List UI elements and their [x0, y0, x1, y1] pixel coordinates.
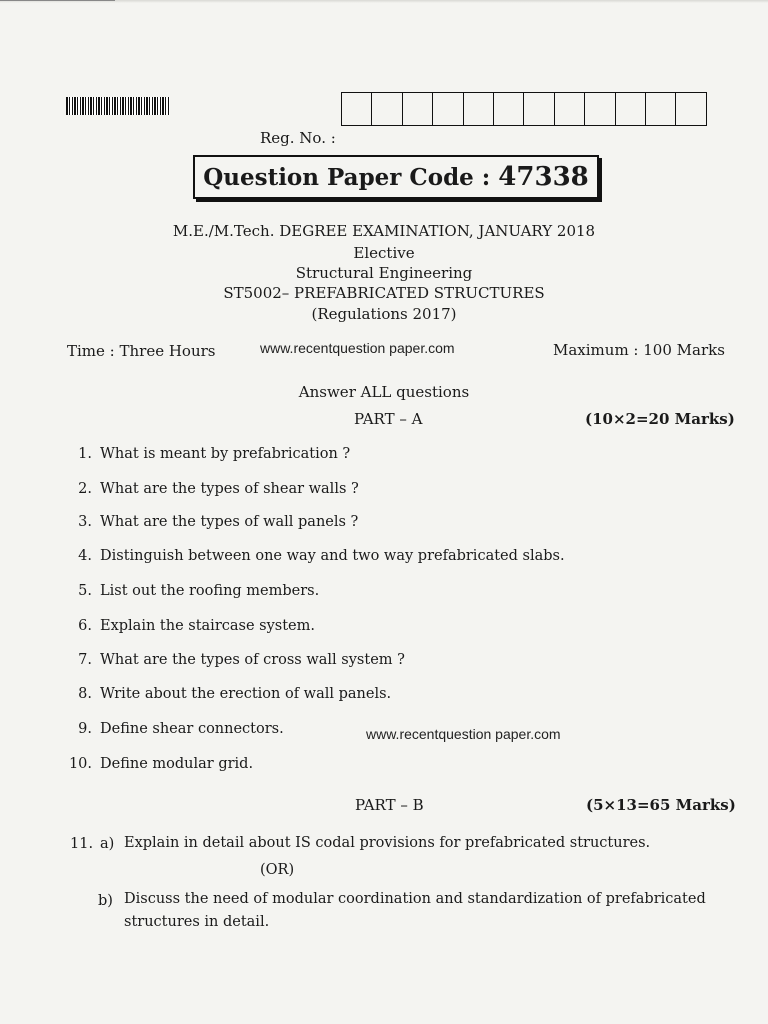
question-number: 8. [78, 686, 92, 702]
question-11-number: 11. [70, 836, 94, 852]
question-text: Write about the erection of wall panels. [100, 686, 392, 702]
barcode [66, 97, 170, 115]
part-b-marks: (5×13=65 Marks) [586, 796, 736, 814]
question-text: Define modular grid. [100, 756, 254, 772]
reg-no-box [646, 93, 676, 125]
reg-no-box [676, 93, 705, 125]
question-text: What is meant by prefabrication ? [100, 446, 351, 462]
watermark-middle: www.recentquestion paper.com [366, 726, 561, 742]
exam-type: Elective [353, 244, 415, 262]
or-separator: (OR) [260, 862, 295, 878]
reg-no-label: Reg. No. : [260, 129, 336, 147]
exam-time: Time : Three Hours [67, 342, 216, 360]
question-text: List out the roofing members. [100, 583, 320, 599]
question-11b-label: b) [98, 893, 113, 909]
reg-no-boxes [341, 92, 707, 126]
reg-no-box [585, 93, 615, 125]
question-11b-text-line1: Discuss the need of modular coordination and standardization of prefabricated [124, 891, 706, 907]
question-number: 10. [68, 756, 92, 772]
exam-subject: ST5002– PREFABRICATED STRUCTURES [223, 284, 545, 302]
question-number: 9. [78, 721, 92, 737]
question-number: 3. [78, 514, 92, 530]
scan-edge-mark [0, 0, 115, 1]
exam-max-marks: Maximum : 100 Marks [553, 341, 725, 359]
part-a-title: PART – A [354, 410, 423, 428]
reg-no-box [524, 93, 554, 125]
question-number: 7. [78, 652, 92, 668]
question-text: Define shear connectors. [100, 721, 284, 737]
question-11a-label: a) [100, 836, 115, 852]
reg-no-box [616, 93, 646, 125]
reg-no-box [555, 93, 585, 125]
reg-no-box [464, 93, 494, 125]
paper-code-number: 47338 [498, 162, 589, 192]
watermark-top: www.recentquestion paper.com [260, 340, 455, 356]
instruction: Answer ALL questions [298, 383, 470, 401]
part-a-marks: (10×2=20 Marks) [585, 410, 735, 428]
question-number: 1. [78, 446, 92, 462]
question-text: Distinguish between one way and two way prefabricated slabs. [100, 548, 565, 564]
exam-branch: Structural Engineering [295, 264, 473, 282]
paper-code-label: Question Paper Code : [203, 163, 491, 191]
question-11a-text: Explain in detail about IS codal provisions for prefabricated structures. [124, 835, 651, 851]
exam-regulations: (Regulations 2017) [311, 305, 457, 323]
question-number: 5. [78, 583, 92, 599]
reg-no-box [342, 93, 372, 125]
scan-edge [0, 0, 768, 3]
question-number: 2. [78, 481, 92, 497]
reg-no-box [403, 93, 433, 125]
question-text: What are the types of wall panels ? [100, 514, 359, 530]
exam-degree: M.E./M.Tech. DEGREE EXAMINATION, JANUARY 2018 [172, 222, 596, 240]
reg-no-box [433, 93, 463, 125]
question-text: Explain the staircase system. [100, 618, 315, 634]
question-number: 4. [78, 548, 92, 564]
question-11b-text-line2: structures in detail. [124, 914, 270, 930]
reg-no-box [494, 93, 524, 125]
question-text: What are the types of shear walls ? [100, 481, 359, 497]
question-text: What are the types of cross wall system ? [100, 652, 405, 668]
question-number: 6. [78, 618, 92, 634]
question-paper-code-box [193, 155, 599, 199]
part-b-title: PART – B [355, 796, 424, 814]
reg-no-box [372, 93, 402, 125]
